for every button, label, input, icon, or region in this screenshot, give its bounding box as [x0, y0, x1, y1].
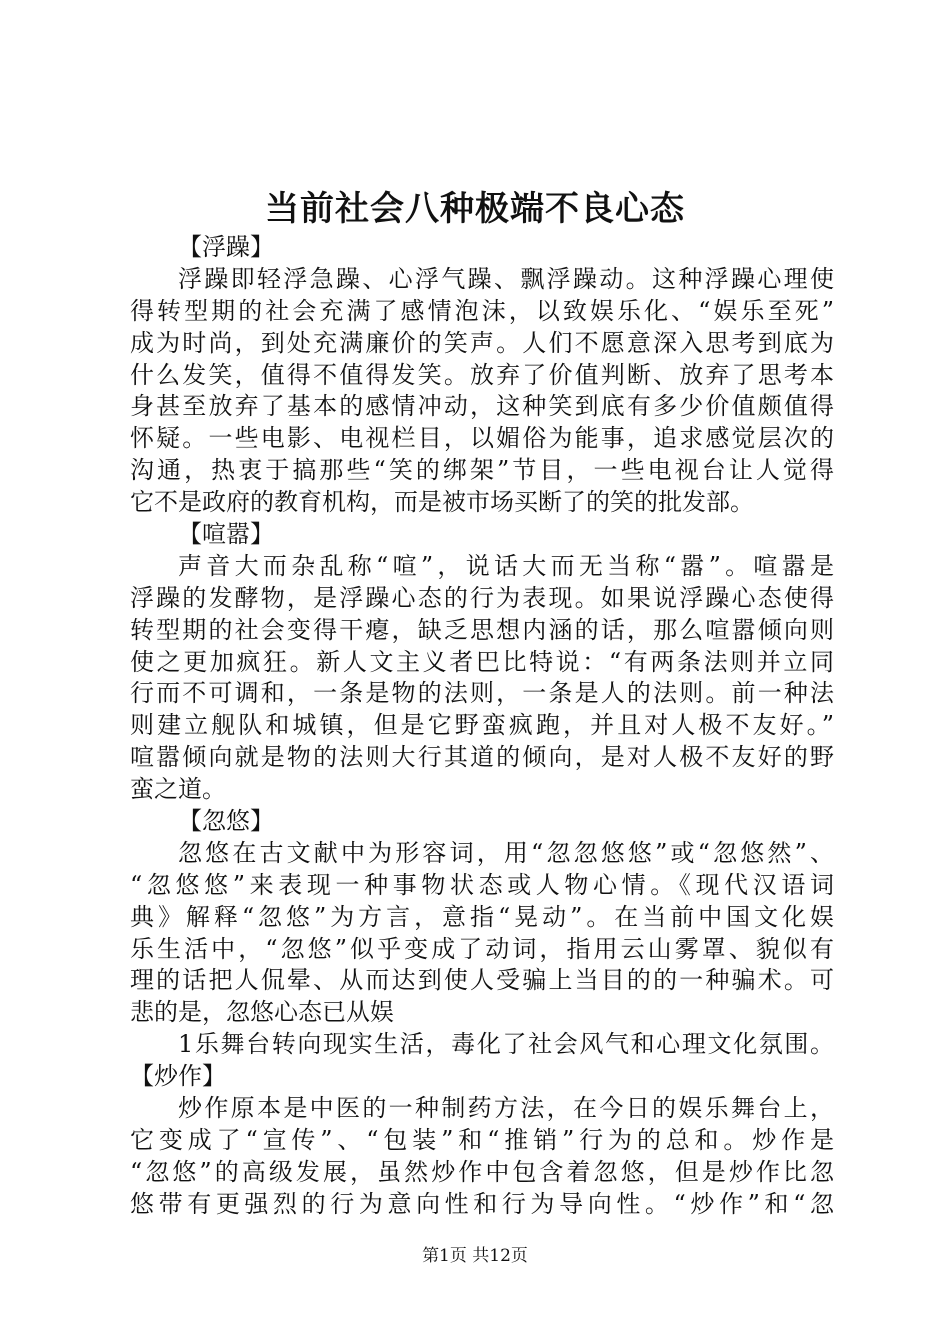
section-heading: 【浮躁】 — [178, 233, 274, 261]
text-line: 理的话把人侃晕、从而达到使人受骗上当目的的一种骗术。可 — [130, 966, 834, 995]
text-line: 沟通，热衷于搞那些“笑的绑架”节目，一些电视台让人觉得 — [130, 456, 834, 485]
text-line: 1乐舞台转向现实生活，毒化了社会风气和心理文化氛围。 — [178, 1030, 834, 1059]
section-heading: 【喧嚣】 — [178, 520, 274, 549]
text-line: 悠带有更强烈的行为意向性和行为导向性。“炒作”和“忽 — [130, 1189, 834, 1218]
text-line: 转型期的社会变得干瘪，缺乏思想内涵的话，那么喧嚣倾向则 — [130, 615, 834, 644]
section-heading: 【忽悠】 — [178, 807, 274, 836]
text-line: 成为时尚，到处充满廉价的笑声。人们不愿意深入思考到底为 — [130, 328, 834, 357]
text-line: 得转型期的社会充满了感情泡沫，以致娱乐化、“娱乐至死” — [130, 296, 834, 325]
text-line: “忽悠”的高级发展，虽然炒作中包含着忽悠，但是炒作比忽 — [130, 1157, 834, 1186]
text-line: 使之更加疯狂。新人文主义者巴比特说：“有两条法则并立同 — [130, 647, 834, 676]
text-line: 它不是政府的教育机构，而是被市场买断了的笑的批发部。 — [130, 488, 754, 517]
text-line: 乐生活中，“忽悠”似乎变成了动词，指用云山雾罩、貌似有 — [130, 934, 834, 963]
text-line: 炒作原本是中医的一种制药方法，在今日的娱乐舞台上， — [178, 1094, 834, 1123]
document-body — [130, 232, 834, 1221]
text-line: 身甚至放弃了基本的感情冲动，这种笑到底有多少价值颇值得 — [130, 392, 834, 421]
text-line: 声音大而杂乱称“喧”，说话大而无当称“嚣”。喧嚣是 — [178, 551, 834, 580]
text-line: 忽悠在古文献中为形容词，用“忽忽悠悠”或“忽悠然”、 — [178, 838, 834, 867]
section-heading: 【炒作】 — [130, 1062, 226, 1091]
text-line: “忽悠悠”来表现一种事物状态或人物心情。《现代汉语词 — [130, 870, 834, 899]
text-line: 典》解释“忽悠”为方言，意指“晃动”。在当前中国文化娱 — [130, 902, 834, 931]
text-line: 怀疑。一些电影、电视栏目，以媚俗为能事，追求感觉层次的 — [130, 424, 834, 453]
text-line: 行而不可调和，一条是物的法则，一条是人的法则。前一种法 — [130, 679, 834, 708]
page-footer: 第1页 共12页 — [422, 1246, 528, 1266]
text-line: 它变成了“宣传”、“包装”和“推销”行为的总和。炒作是 — [130, 1125, 834, 1154]
text-line: 蛮之道。 — [130, 775, 226, 804]
text-line: 浮躁的发酵物，是浮躁心态的行为表现。如果说浮躁心态使得 — [130, 583, 834, 612]
document-title: 当前社会八种极端不良心态 — [265, 189, 685, 229]
text-line: 悲的是，忽悠心态已从娱 — [130, 998, 394, 1027]
text-line: 喧嚣倾向就是物的法则大行其道的倾向，是对人极不友好的野 — [130, 743, 834, 772]
text-line: 浮躁即轻浮急躁、心浮气躁、飘浮躁动。这种浮躁心理使 — [178, 264, 834, 293]
text-line: 什么发笑，值得不值得发笑。放弃了价值判断、放弃了思考本 — [130, 360, 834, 389]
text-line: 则建立舰队和城镇，但是它野蛮疯跑，并且对人极不友好。” — [130, 711, 834, 740]
